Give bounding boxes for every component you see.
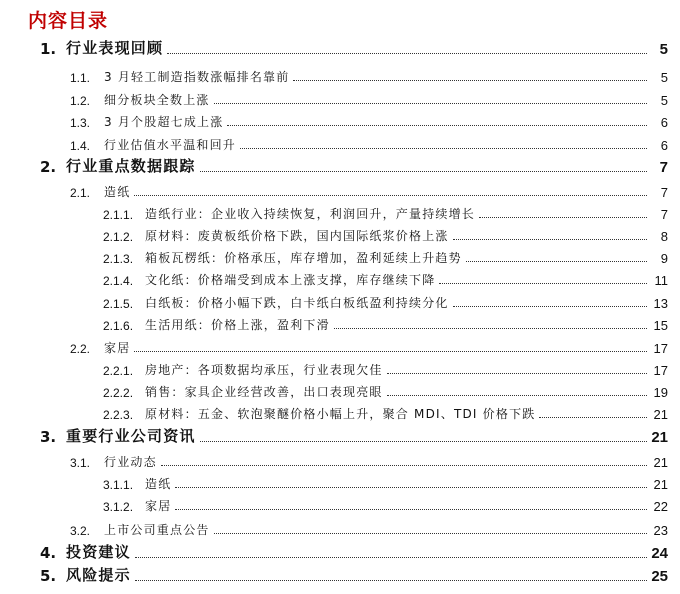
- toc-entry-title: 行业动态: [104, 455, 157, 469]
- toc-entry-number: 2.1.1.: [103, 208, 134, 222]
- toc-entry-number: 1.4.: [70, 139, 91, 153]
- toc-entry-number: 1.1.: [70, 71, 91, 85]
- toc-entry-title: 投资建议: [66, 543, 131, 561]
- toc-entry-number: 1.2.: [70, 94, 91, 108]
- toc-entry-page: 15: [653, 318, 668, 333]
- toc-entry[interactable]: [0, 311, 680, 333]
- dot-leader: [227, 124, 647, 126]
- toc-entry[interactable]: [0, 86, 680, 108]
- toc-entry-page: 9: [660, 251, 668, 266]
- toc-entry-page: 6: [660, 138, 668, 153]
- toc-entry-number: 2.2.2.: [103, 386, 134, 400]
- toc-entry-page: 6: [660, 115, 668, 130]
- toc-entry-page: 25: [651, 568, 668, 585]
- toc-entry-page: 5: [660, 70, 668, 85]
- toc-entry-title: 造纸: [104, 185, 131, 199]
- toc-entry-number: 3.1.1.: [103, 478, 134, 492]
- toc-entry[interactable]: [0, 448, 680, 470]
- dot-leader: [200, 170, 647, 172]
- toc-entry[interactable]: [0, 154, 680, 176]
- toc-entry[interactable]: [0, 334, 680, 356]
- toc-entry-page: 24: [651, 545, 668, 562]
- dot-leader: [135, 579, 647, 581]
- toc-entry-page: 11: [654, 273, 668, 288]
- dot-leader: [539, 416, 647, 418]
- dot-leader: [161, 464, 647, 466]
- toc-entry-page: 21: [653, 407, 668, 422]
- dot-leader: [134, 194, 647, 196]
- toc-entry-title: 生活用纸：价格上涨，盈利下滑: [145, 318, 330, 332]
- toc-entry-title: 上市公司重点公告: [104, 523, 210, 537]
- toc-entry-title: 家居: [104, 341, 131, 355]
- dot-leader: [453, 305, 647, 307]
- toc-entry-number: 3.1.2.: [103, 500, 134, 514]
- toc-entry-title: 行业估值水平温和回升: [104, 138, 237, 152]
- toc-entry-title: 原材料：废黄板纸价格下跌，国内国际纸浆价格上涨: [145, 229, 449, 243]
- toc-entry-number: 1.: [40, 40, 57, 58]
- toc-entry-title: 白纸板：价格小幅下跌，白卡纸白板纸盈利持续分化: [145, 296, 449, 310]
- toc-entry[interactable]: [0, 108, 680, 130]
- toc-entry[interactable]: [0, 470, 680, 492]
- toc-entry[interactable]: [0, 178, 680, 200]
- toc-entry-title: 3 月轻工制造指数涨幅排名靠前: [104, 70, 290, 84]
- dot-leader: [214, 102, 647, 104]
- toc-entry-number: 2.2.: [70, 342, 91, 356]
- toc-entry-page: 5: [660, 93, 668, 108]
- toc-entry-title: 房地产：各项数据均承压，行业表现欠佳: [145, 363, 383, 377]
- toc-entry-page: 7: [660, 207, 668, 222]
- toc-entry-page: 17: [653, 363, 668, 378]
- toc-entry[interactable]: [0, 516, 680, 538]
- toc-entry-title: 细分板块全数上涨: [104, 93, 210, 107]
- dot-leader: [134, 350, 647, 352]
- dot-leader: [175, 508, 647, 510]
- toc-entry-page: 22: [653, 499, 668, 514]
- toc-entry-page: 21: [653, 455, 668, 470]
- toc-entry-page: 8: [660, 229, 668, 244]
- toc-entry-title: 造纸: [145, 477, 172, 491]
- toc-entry-page: 13: [653, 296, 668, 311]
- toc-entry-page: 5: [659, 41, 668, 58]
- toc-entry[interactable]: [0, 200, 680, 222]
- toc-entry-title: 文化纸：价格端受到成本上涨支撑，库存继续下降: [145, 273, 436, 287]
- dot-leader: [293, 79, 647, 81]
- toc-entry-title: 箱板瓦楞纸：价格承压，库存增加，盈利延续上升趋势: [145, 251, 462, 265]
- toc-entry-page: 21: [653, 477, 668, 492]
- toc-entry-number: 3.2.: [70, 524, 91, 538]
- toc-entry[interactable]: [0, 244, 680, 266]
- toc-entry-page: 7: [659, 159, 668, 176]
- toc-entry-number: 2.1.: [70, 186, 91, 200]
- dot-leader: [240, 147, 647, 149]
- toc-entry[interactable]: [0, 266, 680, 288]
- toc-entry[interactable]: [0, 63, 680, 85]
- dot-leader: [387, 372, 647, 374]
- toc-entry[interactable]: [0, 36, 680, 58]
- dot-leader: [214, 532, 647, 534]
- toc-entry-number: 4.: [40, 544, 57, 562]
- toc-entry-title: 原材料：五金、软泡聚醚价格小幅上升，聚合 MDI、TDI 价格下跌: [145, 407, 536, 421]
- toc-entry[interactable]: [0, 563, 680, 585]
- toc-entry-number: 1.3.: [70, 116, 91, 130]
- toc-entry[interactable]: [0, 492, 680, 514]
- toc-entry-number: 3.: [40, 428, 57, 446]
- toc-entry-title: 重要行业公司资讯: [66, 427, 196, 445]
- toc-entry[interactable]: [0, 400, 680, 422]
- toc-entry-number: 2.2.3.: [103, 408, 134, 422]
- toc-entry-page: 7: [660, 185, 668, 200]
- toc-entry-title: 风险提示: [66, 566, 131, 584]
- toc-entry-page: 17: [653, 341, 668, 356]
- toc-entry-number: 2.1.4.: [103, 274, 134, 288]
- toc-entry[interactable]: [0, 222, 680, 244]
- toc-entry-page: 23: [653, 523, 668, 538]
- toc-entry-title: 销售：家具企业经营改善，出口表现亮眼: [145, 385, 383, 399]
- toc-entry-number: 2.1.6.: [103, 319, 134, 333]
- dot-leader: [200, 440, 647, 442]
- toc-entry-title: 行业表现回顾: [66, 39, 164, 57]
- dot-leader: [135, 556, 647, 558]
- dot-leader: [175, 486, 647, 488]
- toc-entry-number: 2.: [40, 158, 57, 176]
- toc-entry-page: 21: [651, 429, 668, 446]
- toc-entry-number: 5.: [40, 567, 57, 585]
- toc-entry-title: 家居: [145, 499, 172, 513]
- dot-leader: [466, 260, 647, 262]
- toc-entry[interactable]: [0, 540, 680, 562]
- toc-entry[interactable]: [0, 131, 680, 153]
- dot-leader: [387, 394, 647, 396]
- toc-entry[interactable]: [0, 424, 680, 446]
- toc-entry-number: 3.1.: [70, 456, 91, 470]
- dot-leader: [167, 52, 647, 54]
- toc-entry-page: 19: [653, 385, 668, 400]
- dot-leader: [334, 327, 647, 329]
- toc-entry-number: 2.1.5.: [103, 297, 134, 311]
- dot-leader: [439, 282, 647, 284]
- toc-entry-number: 2.2.1.: [103, 364, 134, 378]
- toc-entry-number: 2.1.2.: [103, 230, 134, 244]
- toc-entry-title: 行业重点数据跟踪: [66, 157, 196, 175]
- dot-leader: [479, 216, 647, 218]
- toc-entry-title: 3 月个股超七成上涨: [104, 115, 224, 129]
- toc-entry-number: 2.1.3.: [103, 252, 134, 266]
- toc-entry-title: 造纸行业：企业收入持续恢复，利润回升，产量持续增长: [145, 207, 476, 221]
- toc-title: 内容目录: [28, 10, 109, 32]
- toc-entry[interactable]: [0, 289, 680, 311]
- dot-leader: [453, 238, 647, 240]
- toc-entry[interactable]: [0, 378, 680, 400]
- toc-entry[interactable]: [0, 356, 680, 378]
